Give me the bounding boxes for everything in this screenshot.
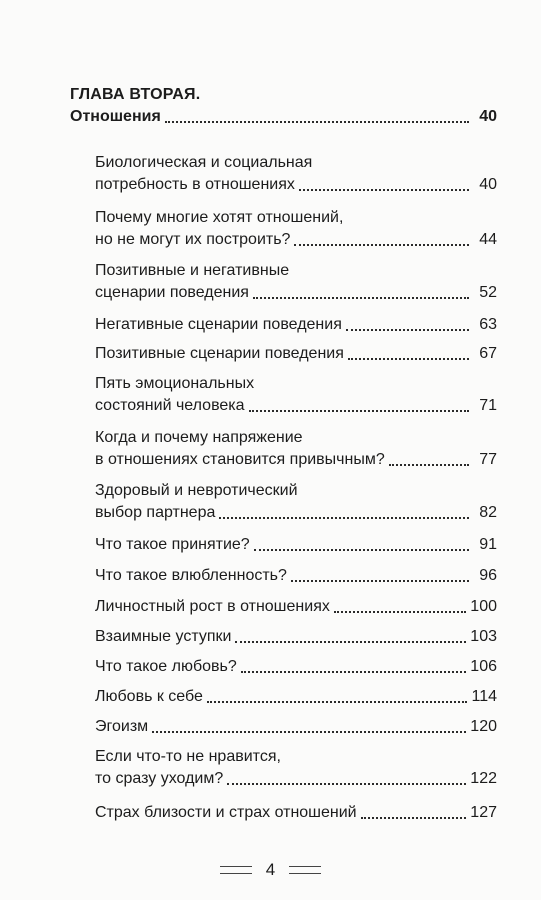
dot-leader	[235, 641, 466, 643]
toc-entry-title-line: Негативные сценарии поведения	[95, 316, 342, 333]
toc-entry	[95, 746, 497, 790]
toc-page-number: 114	[471, 688, 497, 705]
toc-entry	[95, 716, 497, 738]
toc-entry-title-line: Позитивные и негативные	[95, 262, 290, 279]
toc-page-number: 44	[479, 231, 497, 248]
toc-page-number: 40	[479, 176, 497, 193]
toc-entry-title-line: Если что-то не нравится,	[95, 748, 281, 765]
toc-entry	[95, 260, 497, 304]
toc-entry	[95, 314, 497, 336]
toc-entry-title-line: Здоровый и невротический	[95, 482, 298, 499]
toc-entry-title-line: в отношениях становится привычным?	[95, 451, 385, 468]
dot-leader	[249, 410, 469, 412]
toc-page-number: 52	[479, 284, 497, 301]
toc-entry-title-line: но не могут их построить?	[95, 231, 291, 248]
toc-entry-title-line: состояний человека	[95, 397, 245, 414]
chapter-title: Отношения	[70, 108, 161, 125]
toc-entry	[95, 207, 497, 251]
toc-entry-title-line: Что такое любовь?	[95, 658, 237, 675]
dot-leader	[291, 580, 469, 582]
toc-entry	[95, 596, 497, 618]
toc-entry-title-line: Когда и почему напряжение	[95, 429, 303, 446]
dot-leader	[165, 121, 469, 123]
toc-page-number: 106	[470, 658, 497, 675]
toc-entry	[95, 802, 497, 824]
dot-leader	[348, 358, 469, 360]
toc-entry	[95, 626, 497, 648]
toc-entry	[95, 686, 497, 708]
toc-page-number: 77	[479, 451, 497, 468]
toc-page-number: 122	[470, 770, 497, 787]
dot-leader	[334, 611, 466, 613]
toc-entry-title-line: Взаимные уступки	[95, 628, 232, 645]
dot-leader	[219, 517, 469, 519]
toc-page-number: 91	[479, 536, 497, 553]
toc-entry-title-line: Биологическая и социальная	[95, 154, 313, 171]
toc-entry-title-line: Пять эмоциональных	[95, 375, 255, 392]
toc-entry	[95, 565, 497, 587]
toc-entry-title-line: то сразу уходим?	[95, 770, 224, 787]
toc-page-number: 67	[479, 345, 497, 362]
toc-page-number: 127	[470, 804, 497, 821]
toc-entry	[95, 343, 497, 365]
toc-entry	[95, 534, 497, 556]
toc-entry-title-line: потребность в отношениях	[95, 176, 295, 193]
toc-page-number: 120	[470, 718, 497, 735]
dot-leader	[346, 329, 469, 331]
folio-rule-left	[220, 866, 252, 874]
toc-page-number: 96	[479, 567, 497, 584]
toc-entry-title-line: Что такое принятие?	[95, 536, 250, 553]
dot-leader	[241, 671, 467, 673]
toc-page-number: 103	[470, 628, 497, 645]
chapter-heading: ГЛАВА ВТОРАЯ.	[70, 86, 201, 103]
toc-entry-title-line: Эгоизм	[95, 718, 149, 735]
dot-leader	[152, 731, 466, 733]
toc-entry	[95, 152, 497, 196]
toc-entry-title-line: Почему многие хотят отношений,	[95, 209, 344, 226]
toc-page-number: 71	[479, 397, 497, 414]
dot-leader	[294, 244, 469, 246]
dot-leader	[361, 817, 467, 819]
dot-leader	[389, 464, 469, 466]
toc-entry-title-line: Любовь к себе	[95, 688, 203, 705]
dot-leader	[254, 549, 469, 551]
toc-page-number: 82	[479, 504, 497, 521]
toc-entry	[95, 427, 497, 471]
folio-rule-right	[289, 866, 321, 874]
dot-leader	[227, 783, 466, 785]
dot-leader	[299, 189, 469, 191]
toc-entry-title-line: Позитивные сценарии поведения	[95, 345, 344, 362]
toc-entry-chapter	[70, 106, 497, 128]
toc-page-number: 100	[470, 598, 497, 615]
toc-entry-title-line: выбор партнера	[95, 504, 216, 521]
page-folio	[0, 860, 541, 880]
toc-entry	[95, 373, 497, 417]
folio-page-number: 4	[265, 860, 276, 879]
toc-entry	[95, 656, 497, 678]
toc-entry-title-line: Страх близости и страх отношений	[95, 804, 357, 821]
dot-leader	[253, 297, 469, 299]
chapter-page-number: 40	[479, 108, 497, 125]
toc-entry-title-line: Личностный рост в отношениях	[95, 598, 330, 615]
toc-entry-title-line: Что такое влюбленность?	[95, 567, 287, 584]
dot-leader	[207, 701, 468, 703]
toc-entry	[95, 480, 497, 524]
toc-page-number: 63	[479, 316, 497, 333]
toc-entry-title-line: сценарии поведения	[95, 284, 249, 301]
